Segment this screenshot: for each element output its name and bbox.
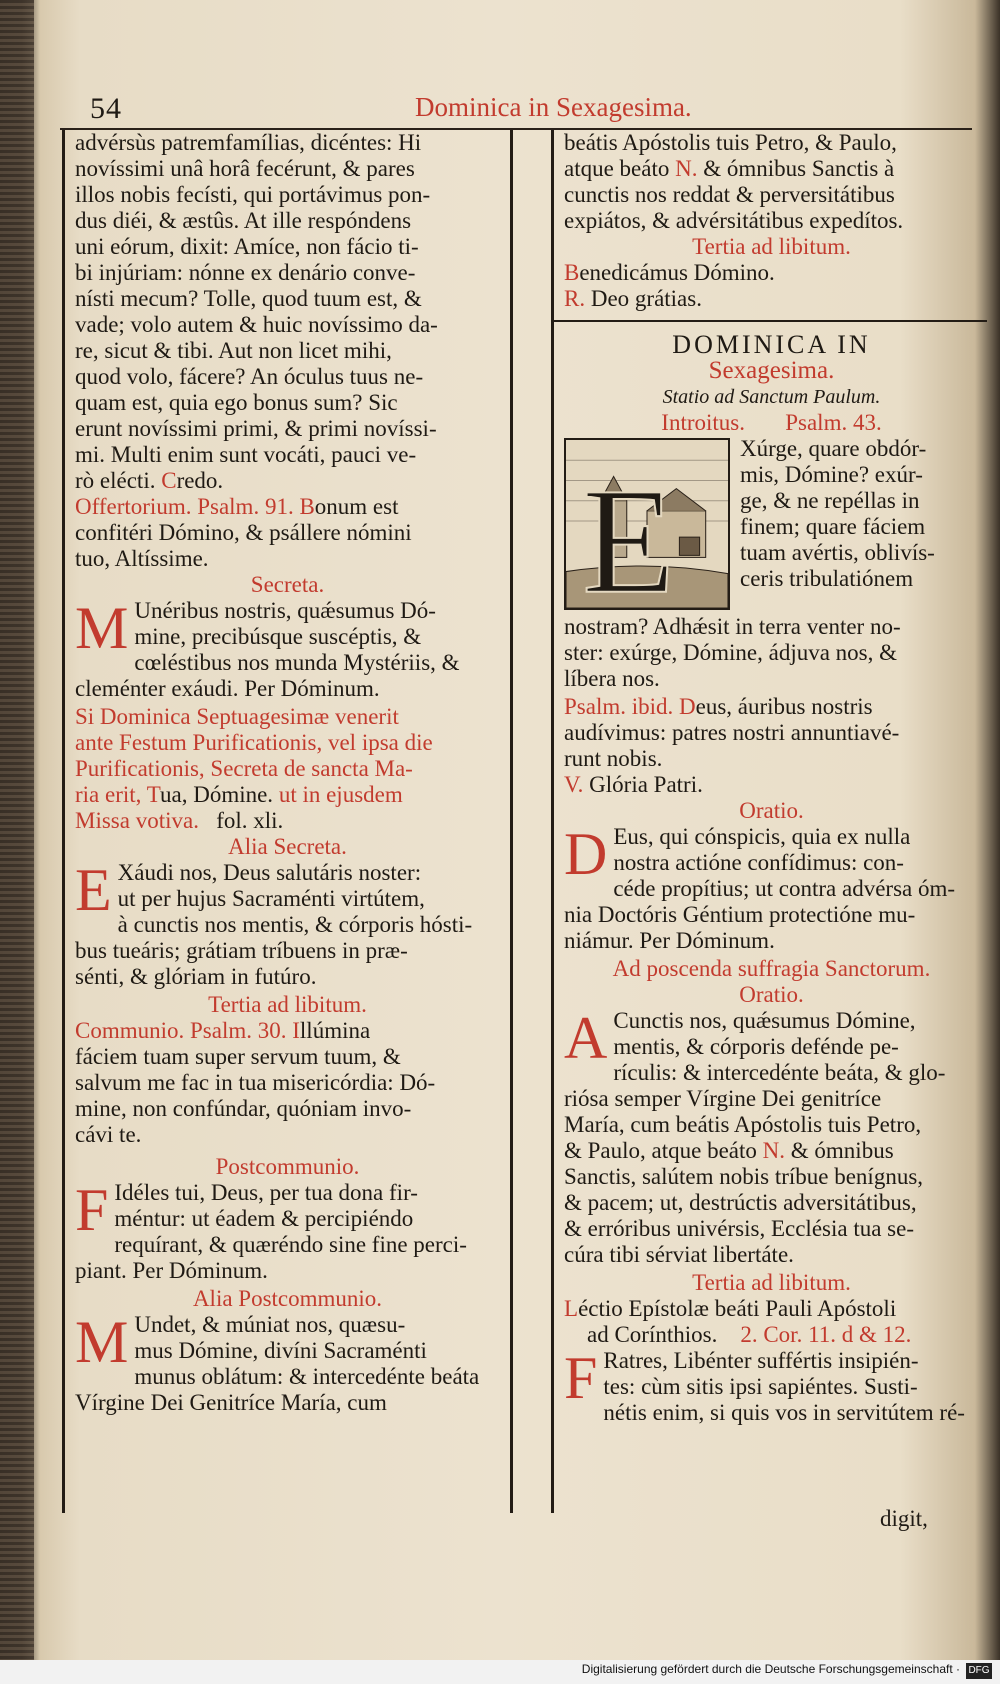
- oratio2-line-6: [564, 1138, 979, 1164]
- lectio-text: ad Corínthios.: [587, 1322, 718, 1347]
- oratio2-line: Sanctis, salútem nobis tríbue benígnus,: [564, 1164, 924, 1189]
- conclusion-line: beátis Apóstolis tuis Petro, & Paulo,: [564, 130, 897, 155]
- oratio2-text: & Paulo, atque beáto: [564, 1138, 757, 1163]
- versicle-mark: V.: [564, 772, 584, 797]
- offertorium-line-1: onum est: [314, 494, 399, 519]
- alia-secreta-line: à cunctis nos mentis, & córporis hósti-: [117, 912, 473, 937]
- oratio-line: céde propítius; ut contra advérsa óm-: [613, 876, 956, 901]
- alia-postcommunio-line: mus Dómine, divíni Sacraménti: [134, 1338, 427, 1363]
- introitus-psalm: Psalm. 43.: [785, 410, 882, 435]
- introitus-line: tuam avértis, oblivís-: [740, 540, 935, 565]
- fratres-line: nétis enim, si quis vos in servitútem ré-: [603, 1400, 965, 1425]
- oratio2-line: mentis, & córporis defénde pe-: [613, 1034, 899, 1059]
- conclusion-line: expiátos, & advérsitátibus expedítos.: [564, 208, 904, 233]
- communio-text: cávi te.: [75, 1122, 142, 1147]
- rubric-text: Missa votiva.: [75, 808, 199, 833]
- postcommunio-line: requírant, & quæréndo sine fine perci-: [114, 1232, 467, 1257]
- right-column: [551, 130, 987, 1513]
- gospel-line: bi injúriam: nónne ex denário conve-: [75, 260, 416, 285]
- oratio2-line: & pacem; ut, destrúctis adversitátibus,: [564, 1190, 917, 1215]
- rubric-line-4: [75, 782, 500, 808]
- secreta-line: cleménter exáudi. Per Dóminum.: [75, 676, 380, 701]
- lectio-initial: L: [564, 1296, 579, 1321]
- secreta-heading: Secreta.: [250, 572, 325, 597]
- conclusion-text: atque beáto: [564, 156, 670, 181]
- folio-reference: fol. xli.: [216, 808, 284, 833]
- alia-secreta-paragraph: [75, 857, 500, 990]
- alia-postcommunio-paragraph: [75, 1309, 500, 1416]
- fratres-line: tes: cùm sitis ipsi sapiéntes. Susti-: [603, 1374, 918, 1399]
- alia-postcommunio-heading: Alia Postcommunio.: [192, 1286, 383, 1311]
- funding-credit: Digitalisierung gefördert durch die Deutsche Forschungsgemeinschaft ·: [581, 1662, 960, 1676]
- versicle-text: Glória Patri.: [589, 772, 703, 797]
- postcommunio-heading: Postcommunio.: [215, 1154, 360, 1179]
- alia-secreta-line: Xáudi nos, Deus salutáris noster:: [117, 860, 422, 885]
- alia-secreta-heading: Alia Secreta.: [228, 834, 347, 859]
- oratio2-line: rículis: & intercedénte beáta, & glo-: [613, 1060, 946, 1085]
- oratio-line: Eus, qui cónspicis, quia ex nulla: [613, 824, 911, 849]
- tertia-heading-bottom: Tertia ad libitum.: [692, 1270, 851, 1295]
- gospel-last-line: rò elécti.: [75, 468, 156, 493]
- oratio2-drop-initial: A: [564, 1005, 608, 1071]
- suffragia-heading: Ad poscenda suffragia Sanctorum.: [612, 956, 931, 981]
- gospel-line: novíssimi unâ horâ fecérunt, & pares: [75, 156, 415, 181]
- name-placeholder: N.: [762, 1138, 786, 1163]
- secreta-line: cœléstibus nos munda Mystériis, &: [134, 650, 460, 675]
- oratio2-paragraph: [564, 1005, 979, 1268]
- alia-secreta-line: sénti, & glóriam in futúro.: [75, 964, 317, 989]
- alia-postcommunio-line: munus oblátum: & intercedénte beáta: [134, 1364, 480, 1389]
- oratio-line: nia Doctóris Géntium protectióne mu-: [564, 902, 916, 927]
- gospel-text: [75, 130, 500, 468]
- introitus-line: ceris tribulatiónem: [740, 566, 914, 591]
- communio-line: [75, 1018, 500, 1044]
- oratio2-line: & erróribus univérsis, Ecclésia tua se-: [564, 1216, 914, 1241]
- introitus-line: ge, & ne repéllas in: [740, 488, 920, 513]
- lectio-line-2: [564, 1322, 979, 1348]
- communio-text: llúmina: [299, 1018, 371, 1043]
- psalm-ibid-text: eus, áuribus nostris: [695, 694, 873, 719]
- fratres-line: Ratres, Libénter suffértis insipién-: [603, 1348, 919, 1373]
- introitus-line: finem; quare fáciem: [740, 514, 926, 539]
- oratio2-text: & ómnibus: [790, 1138, 894, 1163]
- secreta-line: mine, precibúsque suscéptis, &: [134, 624, 422, 649]
- conclusion-line: cunctis nos reddat & perversitátibus: [564, 182, 895, 207]
- offertorium-line: [75, 494, 500, 520]
- statio-line: Statio ad Sanctum Paulum.: [662, 386, 881, 408]
- oratio-line: nostra actióne confídimus: con-: [613, 850, 904, 875]
- fratres-paragraph: [564, 1345, 979, 1426]
- rubric-incipit: ua, Dómine.: [160, 782, 274, 807]
- offertorium-label: Offertorium. Psalm. 91.: [75, 494, 294, 519]
- offertorium-line-2: confitéri Dómino, & psállere nómini: [75, 520, 412, 545]
- alia-secreta-line: bus tueáris; grátiam tríbuens in præ-: [75, 938, 408, 963]
- oratio-heading: Oratio.: [739, 798, 804, 823]
- oratio2-line: María, cum beátis Apóstolis tuis Petro,: [564, 1112, 922, 1137]
- benedicamus-text: enedicámus Dómino.: [579, 260, 775, 285]
- benedicamus-initial: B: [564, 260, 580, 285]
- oratio-paragraph: [564, 821, 979, 954]
- rubric-line: Purificationis, Secreta de sancta Ma-: [75, 756, 413, 781]
- section-divider: [554, 320, 987, 322]
- versicle-line: [564, 772, 979, 798]
- fratres-drop-initial: F: [564, 1345, 598, 1411]
- benedicamus-line: [564, 260, 979, 286]
- rubric-line: ante Festum Purificationis, vel ipsa die: [75, 730, 433, 755]
- response-line: [564, 286, 979, 312]
- communio-text: fáciem tuam super servum tuum, &: [75, 1044, 401, 1069]
- psalm-ibid-text: runt nobis.: [564, 746, 663, 771]
- dfg-logo: DFG: [966, 1663, 992, 1679]
- gospel-line: mi. Multi enim sunt vocáti, pauci ve-: [75, 442, 417, 467]
- name-placeholder: N.: [675, 156, 698, 181]
- tertia-heading: Tertia ad libitum.: [208, 992, 367, 1017]
- gospel-line: quam est, quia ego bonus sum? Sic: [75, 390, 398, 415]
- alia-secreta-drop-initial: E: [75, 857, 112, 923]
- psalm-ibid-line: [564, 694, 979, 720]
- woodcut-initial-e: [564, 438, 730, 610]
- lectio-text: éctio Epístolæ beáti Pauli Apóstoli: [578, 1296, 897, 1321]
- introitus-line: mis, Dómine? exúr-: [740, 462, 923, 487]
- gospel-line: advérsùs patremfamílias, dicéntes: Hi: [75, 130, 422, 155]
- introitus-line: nostram? Adhǽsit in terra venter no-: [564, 614, 901, 639]
- rubric-line-5: [75, 808, 500, 834]
- postcommunio-line: piant. Per Dóminum.: [75, 1258, 268, 1283]
- oratio2-line: riósa semper Vírgine Dei genitríce: [564, 1086, 882, 1111]
- credo-text: redo.: [176, 468, 224, 493]
- left-column: [62, 130, 513, 1513]
- communio-label: Communio. Psalm. 30.: [75, 1018, 287, 1043]
- offertorium-line-3: tuo, Altíssime.: [75, 546, 209, 571]
- communio-text: mine, non confúndar, quóniam invo-: [75, 1096, 412, 1121]
- introitus-line: ster: exúrge, Dómine, ádjuva nos, &: [564, 640, 898, 665]
- sexagesima-title: Sexagesima.: [708, 358, 835, 384]
- book-binding-edge: [0, 0, 34, 1684]
- alia-postcommunio-line: Undet, & múniat nos, quæsu-: [134, 1312, 406, 1337]
- psalm-ibid-text: audívimus: patres nostri annuntiavé-: [564, 720, 900, 745]
- page-number: 54: [90, 92, 122, 125]
- secreta-line: Unéribus nostris, quǽsumus Dó-: [134, 598, 436, 623]
- secreta-drop-initial: M: [75, 595, 129, 661]
- response-mark: R.: [564, 286, 586, 311]
- introitus-heading: [564, 410, 979, 436]
- running-head: Dominica in Sexagesima.: [415, 92, 692, 122]
- postcommunio-line: Idéles tui, Deus, per tua dona fir-: [114, 1180, 418, 1205]
- scripture-reference: 2. Cor. 11. d & 12.: [740, 1322, 912, 1347]
- introitus-line: Xúrge, quare obdór-: [740, 436, 927, 461]
- introitus-line: líbera nos.: [564, 666, 660, 691]
- oratio-drop-initial: D: [564, 821, 608, 887]
- secreta-paragraph: [75, 595, 500, 702]
- conclusion-text: & ómnibus Sanctis à: [703, 156, 895, 181]
- introitus-paragraph: [564, 436, 979, 692]
- credo-initial: C: [161, 468, 177, 493]
- gospel-line: nísti mecum? Tolle, quod tuum est, &: [75, 286, 422, 311]
- alia-secreta-line: ut per hujus Sacraménti virtútem,: [117, 886, 425, 911]
- rubric-text: ut in ejusdem: [278, 782, 403, 807]
- gospel-line: uni eórum, dixit: Amíce, non fácio ti-: [75, 234, 419, 259]
- psalm-ibid-initial: D: [679, 694, 696, 719]
- gospel-line: vade; volo autem & huic novíssimo da-: [75, 312, 438, 337]
- postcommunio-drop-initial: F: [75, 1177, 109, 1243]
- psalm-ibid-label: Psalm. ibid.: [564, 694, 674, 719]
- rubric-text: ria erit,: [75, 782, 142, 807]
- gospel-line: quod volo, fácere? An óculus tuus ne-: [75, 364, 424, 389]
- response-text: Deo grátias.: [590, 286, 702, 311]
- lectio-line: [564, 1296, 979, 1322]
- catchword: digit,: [880, 1506, 928, 1531]
- postcommunio-paragraph: [75, 1177, 500, 1284]
- introitus-label: Introitus.: [661, 410, 745, 435]
- gospel-line: erunt novíssimi primi, & primi novíssi-: [75, 416, 437, 441]
- postcommunio-line: méntur: ut éadem & percipiéndo: [114, 1206, 414, 1231]
- gospel-line: illos nobis fecísti, qui portávimus pon-: [75, 182, 431, 207]
- alia-postcommunio-line: Vírgine Dei Genitríce María, cum: [75, 1390, 387, 1415]
- communio-initial: I: [292, 1018, 300, 1043]
- gospel-line: re, sicut & tibi. Aut non licet mihi,: [75, 338, 392, 363]
- tertia-heading-top: Tertia ad libitum.: [692, 234, 851, 259]
- dominica-title: DOMINICA IN: [672, 330, 871, 359]
- oratio2-line: Cunctis nos, quǽsumus Dómine,: [613, 1008, 916, 1033]
- gospel-line: dus diéi, & æstûs. At ille respóndens: [75, 208, 412, 233]
- credo-line: [75, 468, 500, 494]
- alia-postcommunio-drop-initial: M: [75, 1309, 129, 1375]
- svg-text:E: E: [582, 456, 675, 610]
- rubric-line: Si Dominica Septuagesimæ venerit: [75, 704, 399, 729]
- oratio-line: niámur. Per Dóminum.: [564, 928, 775, 953]
- communio-text: salvum me fac in tua misericórdia: Dó-: [75, 1070, 436, 1095]
- offertorium-initial: B: [299, 494, 315, 519]
- rubric-initial: T: [146, 782, 160, 807]
- conclusion-line-2: [564, 156, 979, 182]
- oratio2-line: cúra tibi sérviat libertáte.: [564, 1242, 794, 1267]
- oratio2-heading: Oratio.: [739, 982, 804, 1007]
